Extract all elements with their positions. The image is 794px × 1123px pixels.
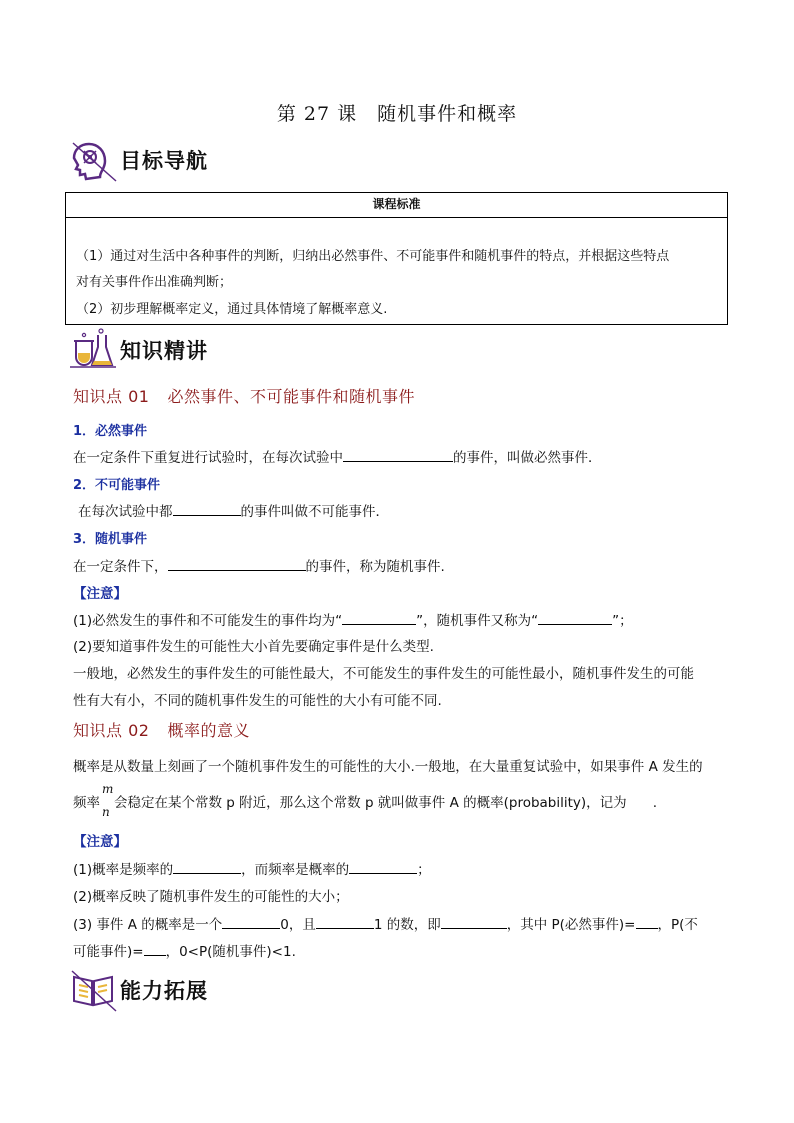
fill-blank: [173, 861, 241, 874]
text-span: .: [652, 795, 657, 811]
lab-flask-icon: [70, 327, 118, 373]
knowledge-point-01-heading: [73, 384, 415, 407]
kp1-number: 知识点 01: [73, 387, 150, 406]
standard-line-1: （1）通过对生活中各种事件的判断，归纳出必然事件、不可能事件和随机事件的特点，并根据这些特点: [76, 249, 670, 264]
kp2-number: 知识点 02: [73, 721, 150, 740]
fill-blank: [343, 449, 453, 462]
text-span: 的事件，叫做必然事件．: [453, 450, 602, 466]
fill-blank: [636, 916, 658, 929]
open-book-icon: [70, 967, 118, 1013]
text-span: (3) 事件 A 的概率是一个: [73, 917, 223, 933]
kp1-paragraph-line-2: 性有大有小，不同的随机事件发生的可能性的大小有可能不同.: [73, 693, 442, 709]
kp1-note-label: 【注意】: [73, 586, 127, 602]
fill-blank: [222, 916, 280, 929]
text-span: 在一定条件下重复进行试验时，在每次试验中: [73, 450, 343, 466]
kp2-title: 概率的意义: [167, 721, 250, 740]
fill-blank: [168, 558, 306, 571]
kp2-note-3-continued: [73, 940, 296, 960]
kp1-random-event-definition: [73, 555, 445, 575]
section-title-goal: 目标导航: [120, 149, 208, 173]
text-span: (1)概率是频率的: [73, 862, 174, 878]
section-title-ability: 能力拓展: [120, 979, 208, 1003]
text-span: 会稳定在某个常数 p 附近，那么这个常数 p 就叫做事件 A 的概率(probability)，记为: [114, 795, 627, 811]
kp1-subtitle-random-event: 3．随机事件: [73, 532, 148, 547]
text-span: ”，随机事件又称为“: [416, 613, 539, 629]
text-span: 可能事件)=: [73, 944, 144, 960]
kp1-paragraph-line-1: 一般地，必然发生的事件发生的可能性最大，不可能发生的事件发生的可能性最小，随机事件发生的可能: [73, 666, 694, 682]
text-span: ，0<P(随机事件)<1.: [165, 944, 296, 960]
kp1-title: 必然事件、不可能事件和随机事件: [167, 387, 415, 406]
page-title: 第 27 课 随机事件和概率: [276, 103, 518, 125]
section-title-knowledge: 知识精讲: [120, 339, 208, 363]
fill-blank: [144, 943, 166, 956]
head-brain-icon: [70, 137, 118, 183]
kp2-definition-line-2: [73, 782, 657, 819]
text-span: 在每次试验中都: [78, 504, 173, 520]
knowledge-point-02-heading: [73, 718, 250, 741]
text-span: 0，且: [280, 917, 316, 933]
kp2-definition-line-1: 概率是从数量上刻画了一个随机事件发生的可能性的大小.一般地，在大量重复试验中，如果事件 A 发生的: [73, 759, 703, 775]
text-span: 的事件，称为随机事件.: [305, 559, 445, 575]
kp1-certain-event-definition: [73, 446, 602, 466]
text-span: 频率: [73, 795, 100, 811]
text-span: ，而频率是概率的: [241, 862, 350, 878]
fill-blank: [316, 916, 374, 929]
text-span: ，其中 P(必然事件)=: [506, 917, 636, 933]
text-span: 的事件叫做不可能事件．: [240, 504, 389, 520]
kp1-note-2: (2)要知道事件发生的可能性大小首先要确定事件是什么类型.: [73, 639, 434, 655]
kp1-subtitle-certain-event: 1．必然事件: [73, 424, 148, 439]
kp1-impossible-event-definition: [78, 500, 389, 520]
kp1-note-1: [73, 609, 633, 629]
fill-blank: [173, 503, 241, 516]
fraction-m-over-n: [100, 782, 114, 819]
kp2-note-label: 【注意】: [73, 834, 127, 850]
fill-blank: [349, 861, 417, 874]
fraction-numerator: m: [102, 782, 114, 796]
text-span: 1 的数，即: [373, 917, 441, 933]
kp2-note-2: (2)概率反映了随机事件发生的可能性的大小；: [73, 889, 349, 905]
fill-blank: [538, 612, 612, 625]
kp1-subtitle-impossible-event: 2．不可能事件: [73, 478, 161, 493]
standard-line-3: （2）初步理解概率定义，通过具体情境了解概率意义.: [76, 302, 388, 317]
text-span: ”；: [612, 613, 633, 629]
fill-blank: [342, 612, 416, 625]
course-standard-box: [65, 192, 728, 325]
text-span: ，P(不: [657, 917, 698, 933]
fill-blank: [441, 916, 507, 929]
kp2-note-3: [73, 913, 698, 933]
text-span: 在一定条件下，: [73, 559, 168, 575]
fraction-denominator: n: [102, 805, 110, 819]
kp2-note-1: [73, 858, 431, 878]
text-span: (1)必然发生的事件和不可能发生的事件均为“: [73, 613, 343, 629]
standard-line-2: 对有关事件作出准确判断；: [76, 275, 233, 290]
text-span: ；: [417, 862, 431, 878]
course-standard-header: 课程标准: [66, 193, 727, 218]
